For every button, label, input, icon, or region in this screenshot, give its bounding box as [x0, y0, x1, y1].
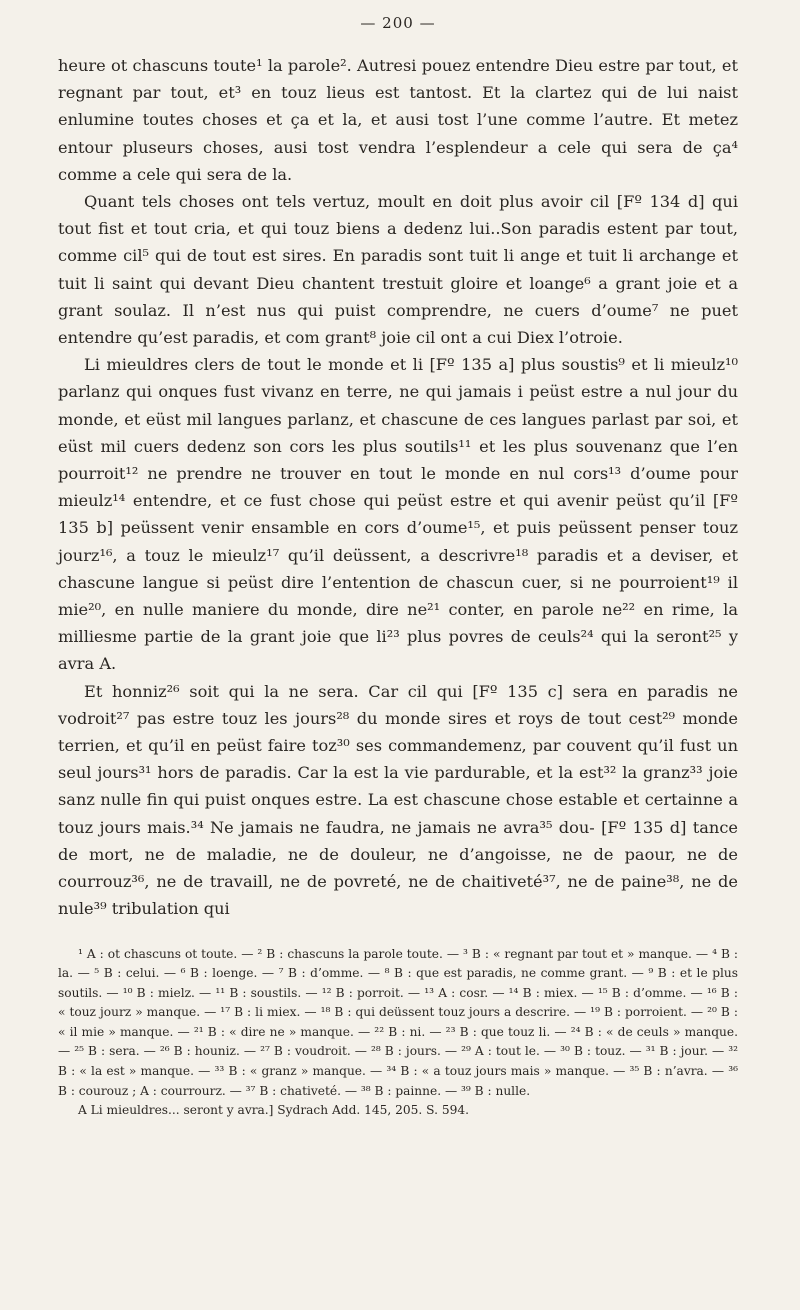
- footnote-source: A Li mieuldres... seront y avra.] Sydrach Add. 145, 205. S. 594.: [78, 1103, 469, 1118]
- footnotes: [58, 945, 738, 1121]
- paragraph: Et honniz²⁶ soit qui la ne sera. Car cil qui [Fº 135 c] sera en paradis ne vodroit²⁷ pas estre touz les jours²⁸ du monde sires et roys de tout cest²⁹ monde terrien, et qu’il en peüst faire toz³⁰ ses commandemenz, par couvent qu’il fust un seul jours³¹ hors de paradis. Car la est la vie pardurable, et la est³² la granz³³ joie sanz nulle fin qui puist onques estre. La est chascune chose estable et certainne a touz jours mais.³⁴ Ne jamais ne faudra, ne jamais ne avra³⁵ dou- [Fº 135 d] tance de mort, ne de maladie, ne de douleur, ne d’angoisse, ne de paour, ne de courrouz³⁶, ne de travaill, ne de povreté, ne de chaitiveté³⁷, ne de paine³⁸, ne de nule³⁹ tribulation qui: [58, 681, 738, 919]
- paragraph: heure ot chascuns toute¹ la parole². Autresi pouez entendre Dieu estre par tout, et regnant par tout, et³ en touz lieus est tantost. Et la clartez qui de lui naist enlumine toutes choses et ça et la, et ausi tost l’une comme l’autre. Et metez entour pluseurs choses, ausi tost vendra l’esplendeur a cele qui sera de ça⁴ comme a cele qui sera de la.: [58, 56, 738, 184]
- main-text: [58, 52, 738, 923]
- book-page: [58, 14, 738, 1121]
- paragraph: Quant tels choses ont tels vertuz, moult en doit plus avoir cil [Fº 134 d] qui tout fist et tout cria, et qui touz biens a dedenz lui..Son paradis estent par tout, comme cil⁵ qui de tout est sires. En paradis sont tuit li ange et tuit li archange et tuit li saint qui devant Dieu chantent trestuit gloire et loange⁶ a grant joie et a grant soulaz. Il n’est nus qui puist comprendre, ne cuers d’oume⁷ ne puet entendre qu’est paradis, et com grant⁸ joie cil ont a cui Diex l’otroie.: [58, 192, 738, 348]
- page-number: — 200 —: [360, 14, 436, 32]
- paragraph: Li mieuldres clers de tout le monde et li [Fº 135 a] plus soustis⁹ et li mieulz¹⁰ parlanz qui onques fust vivanz en terre, ne qui jamais i peüst estre a nul jour du monde, et eüst mil langues parlanz, et chascune de ces langues parlast par soi, et eüst mil cuers dedenz son cors les plus soutils¹¹ et les plus souvenanz que l’en pourroit¹² ne prendre ne trouver en tout le monde en nul cors¹³ d’oume pour mieulz¹⁴ entendre, et ce fust chose qui peüst estre et qui avenir peüst qu’il [Fº 135 b] peüssent venir ensamble en cors d’oume¹⁵, et puis peüssent penser touz jourz¹⁶, a touz le mieulz¹⁷ qu’il deüssent, a descrivre¹⁸ paradis et a deviser, et chascune langue si peüst dire l’entention de chascun cuer, si ne pourroient¹⁹ il mie²⁰, en nulle maniere du monde, dire ne²¹ conter, en parole ne²² en rime, la milliesme partie de la grant joie que li²³ plus povres de ceuls²⁴ qui la seront²⁵ y avra A.: [58, 355, 738, 674]
- footnote-variants: ¹ A : ot chascuns ot toute. — ² B : chascuns la parole toute. — ³ B : « regnant par tout et » manque. — ⁴ B : la. — ⁵ B : celui. — ⁶ B : loenge. — ⁷ B : d’omme. — ⁸ B : que est paradis, ne comme grant. — ⁹ B : et le plus soutils. — ¹⁰ B : mielz. — ¹¹ B : soustils. — ¹² B : porroit. — ¹³ A : cosr. — ¹⁴ B : miex. — ¹⁵ B : d’omme. — ¹⁶ B : « touz jourz » manque. — ¹⁷ B : li miex. — ¹⁸ B : qui deüssent touz jours a descrire. — ¹⁹ B : porroient. — ²⁰ B : « il mie » manque. — ²¹ B : « dire ne » manque. — ²² B : ni. — ²³ B : que touz li. — ²⁴ B : « de ceuls » manque. — ²⁵ B : sera. — ²⁶ B : houniz. — ²⁷ B : voudroit. — ²⁸ B : jours. — ²⁹ A : tout le. — ³⁰ B : touz. — ³¹ B : jour. — ³² B : « la est » manque. — ³³ B : « granz » manque. — ³⁴ B : « a touz jours mais » manque. — ³⁵ B : n’avra. — ³⁶ B : courouz ; A : courrourz. — ³⁷ B : chativeté. — ³⁸ B : painne. — ³⁹ B : nulle.: [58, 946, 738, 1098]
